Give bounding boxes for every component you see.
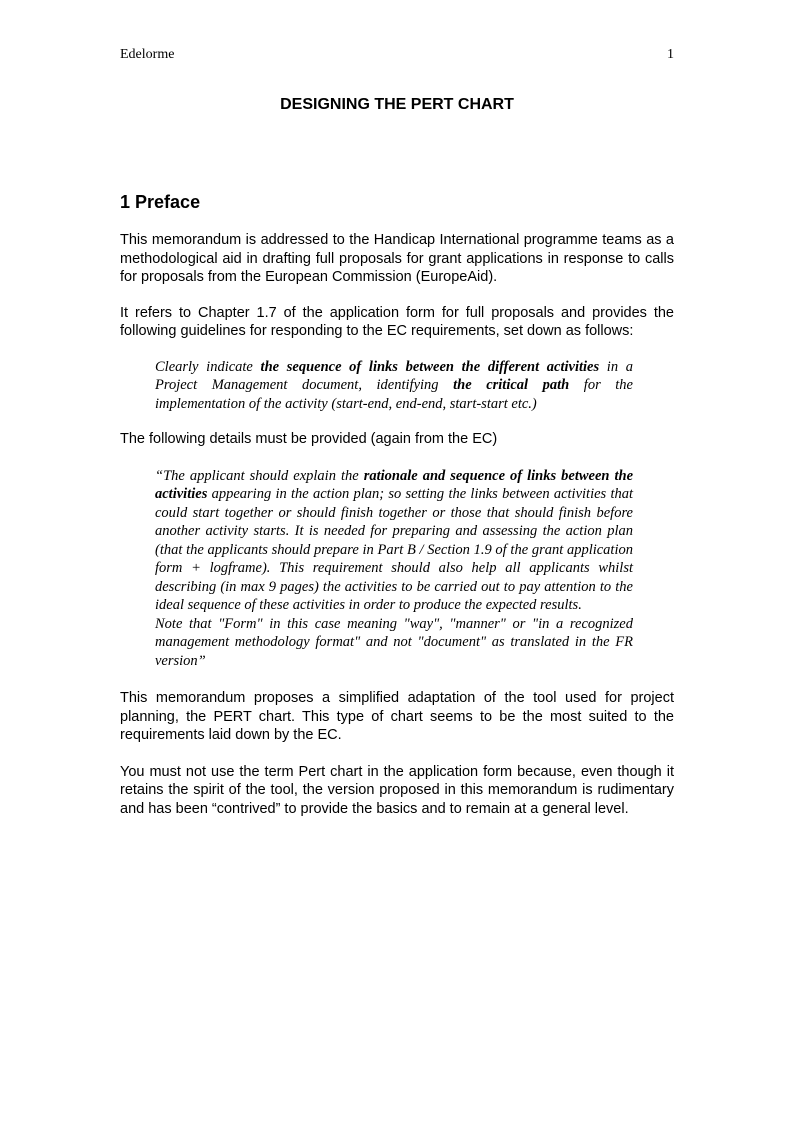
paragraph-proposal: This memorandum proposes a simplified adaptation of the tool used for project planning, the PERT chart. This type of chart seems to be the most suited to the requirements laid down by the EC. [120, 690, 674, 743]
quote-ec-guideline [155, 358, 633, 414]
section-number: 1 [120, 192, 131, 212]
quote2-body [155, 467, 633, 615]
section-title: Preface [135, 192, 201, 212]
quote2-note: Note that "Form" in this case meaning "way", "manner" or "in a recognized management methodology format" and not "document" as translated in the FR version” [155, 615, 633, 669]
quote1-bold-sequence: the sequence of links between the different activities [260, 358, 600, 375]
quote-ec-details [155, 467, 633, 671]
document-body [120, 95, 674, 818]
paragraph-intro: This memorandum is addressed to the Handicap International programme teams as a methodological aid in drafting full proposals for grant applications in response to calls for proposals from the European Commission (EuropeAid). [120, 232, 674, 285]
quote1-text-e: for the implementation of the activity (start-end, end-end, start-start etc.) [155, 377, 633, 412]
paragraph-chapter-ref: It refers to Chapter 1.7 of the application form for full proposals and provides the following guidelines for responding to the EC requirements, set down as follows: [120, 304, 674, 339]
paragraph-warning: You must not use the term Pert chart in the application form because, even though it retains the spirit of the tool, the version proposed in this memorandum is rudimentary and has been “contrived” to provide the basics and to remain at a general level. [120, 763, 674, 817]
paragraph-details: The following details must be provided (again from the EC) [120, 431, 498, 447]
section-heading [120, 191, 674, 213]
document-title: DESIGNING THE PERT CHART [280, 96, 514, 113]
header-page-number: 1 [667, 47, 674, 62]
quote2-text-c: appearing in the action plan; so setting the links between activities that could start together or should finish together or those that should finish before another activity starts. It is needed for preparing and assessing the action plan (that the applicants should prepare in Part B / Section 1.9 of the grant application form + logframe). This requirement should also help all applicants whilst describing (in max 9 pages) the activities to be carried out to pay attention to the ideal sequence of these activities in order to produce the expected results. [155, 486, 633, 613]
header-author: Edelorme [120, 47, 175, 62]
page-header [120, 47, 674, 63]
quote1-text-c: in a Project Management document, identifying [155, 358, 633, 393]
quote1-text-a: Clearly indicate [155, 358, 261, 375]
quote2-text-a: “The applicant should explain the [155, 467, 364, 484]
quote1-bold-critical-path: the critical path [453, 377, 570, 393]
quote2-bold-rationale: rationale and sequence of links between the activities [155, 467, 634, 502]
